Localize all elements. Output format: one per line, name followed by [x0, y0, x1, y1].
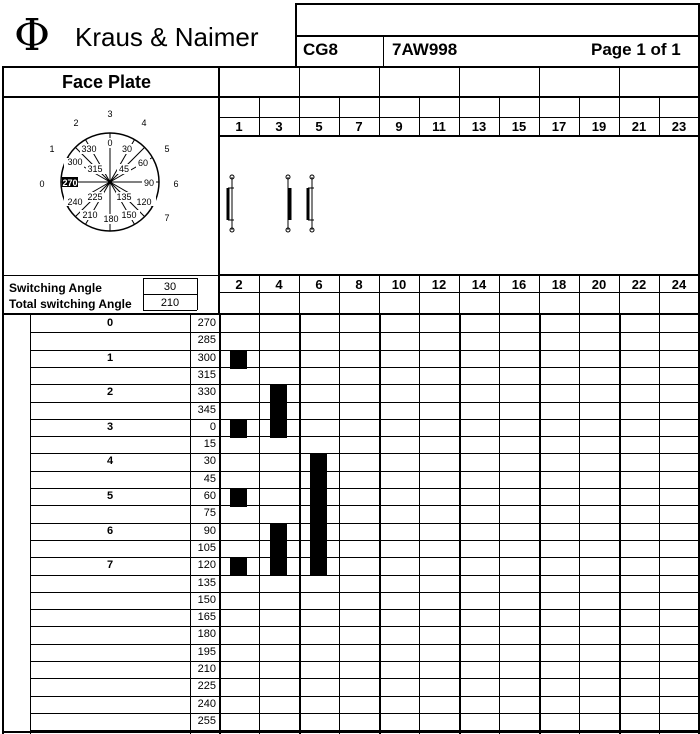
value-box	[143, 278, 197, 279]
column-line	[459, 315, 461, 734]
svg-text:240: 240	[67, 197, 83, 207]
total-switching-angle-label: Total switching Angle	[9, 297, 132, 311]
row-line	[30, 626, 700, 627]
angle-cell: 90	[203, 525, 216, 537]
header-line	[539, 66, 540, 96]
column-line	[219, 315, 221, 734]
row-line	[30, 471, 700, 472]
angle-cell: 120	[197, 559, 216, 571]
contact-terminal-bottom: 24	[671, 277, 687, 292]
closed-contact-mark	[230, 489, 247, 507]
svg-text:6: 6	[173, 179, 179, 189]
contact-terminal-bottom: 2	[235, 277, 243, 292]
header-line	[2, 66, 700, 68]
closed-contact-mark	[230, 558, 247, 576]
svg-text:7: 7	[164, 213, 170, 223]
switching-angle-label: Switching Angle	[9, 281, 102, 295]
svg-text:30: 30	[121, 144, 133, 154]
row-line	[30, 384, 700, 385]
angle-cell: 135	[197, 577, 216, 589]
svg-text:0: 0	[39, 179, 45, 189]
column-line	[299, 315, 301, 734]
header-line	[295, 3, 297, 67]
svg-text:150: 150	[121, 210, 137, 220]
row-line	[30, 696, 700, 697]
closed-contact-mark	[310, 524, 327, 542]
row-line	[30, 419, 700, 420]
angle-cell: 240	[197, 698, 216, 710]
svg-text:2: 2	[73, 118, 79, 128]
row-line	[30, 488, 700, 489]
position-cell: 1	[106, 352, 114, 364]
row-line	[30, 644, 700, 645]
angle-cell: 60	[203, 490, 216, 502]
svg-text:1: 1	[49, 144, 55, 154]
table-line	[30, 315, 31, 734]
row-line	[30, 575, 700, 576]
angle-cell: 330	[197, 386, 216, 398]
header-line	[379, 66, 380, 96]
svg-text:300: 300	[67, 157, 83, 167]
page-indicator: Page 1 of 1	[591, 40, 681, 59]
row-line	[30, 540, 700, 541]
contact-terminal-top: 15	[511, 119, 527, 134]
closed-contact-mark	[270, 420, 287, 438]
angle-cell: 0	[209, 421, 216, 433]
svg-text:180: 180	[103, 214, 119, 224]
angle-cell: 255	[197, 715, 216, 727]
column-line	[659, 315, 660, 734]
angle-cell: 195	[197, 646, 216, 658]
column-line	[419, 315, 420, 734]
svg-text:60: 60	[137, 158, 149, 168]
closed-contact-mark	[270, 524, 287, 542]
angle-cell: 165	[197, 611, 216, 623]
row-line	[30, 661, 700, 662]
row-line	[30, 367, 700, 368]
value-box	[197, 278, 198, 310]
contact-terminal-top: 23	[671, 119, 687, 134]
total-switching-angle-value: 210	[160, 297, 180, 309]
value-box	[143, 310, 197, 311]
column-line	[579, 315, 580, 734]
angle-cell: 300	[197, 352, 216, 364]
header-line	[219, 135, 700, 137]
contact-terminal-top: 21	[631, 119, 647, 134]
position-cell: 3	[106, 421, 114, 433]
switching-angle-value: 30	[163, 281, 177, 293]
contact-terminal-top: 13	[471, 119, 487, 134]
closed-contact-mark	[310, 472, 327, 490]
column-line	[339, 315, 340, 734]
closed-contact-mark	[270, 558, 287, 576]
angle-cell: 225	[197, 680, 216, 692]
svg-text:0: 0	[107, 138, 113, 148]
column-line	[619, 315, 621, 734]
header-line	[459, 66, 460, 96]
closed-contact-mark	[270, 385, 287, 403]
position-cell: 5	[106, 490, 114, 502]
svg-text:45: 45	[118, 164, 130, 174]
contact-terminal-top: 5	[315, 119, 323, 134]
svg-text:225: 225	[87, 192, 103, 202]
svg-text:330: 330	[81, 144, 97, 154]
column-line	[259, 315, 260, 734]
svg-text:270: 270	[62, 178, 78, 188]
program-code: 7AW998	[392, 40, 458, 59]
angle-cell: 345	[197, 404, 216, 416]
svg-text:4: 4	[141, 118, 147, 128]
header-line	[383, 35, 384, 67]
position-cell: 2	[106, 386, 114, 398]
company-name: Kraus & Naimer	[75, 22, 259, 52]
contact-terminal-top: 17	[551, 119, 567, 134]
column-line	[499, 315, 500, 734]
angle-cell: 105	[197, 542, 216, 554]
svg-text:3: 3	[107, 109, 113, 119]
face-plate-title: Face Plate	[62, 72, 152, 92]
closed-contact-mark	[230, 420, 247, 438]
model-number: CG8	[303, 40, 338, 59]
svg-text:120: 120	[136, 197, 152, 207]
svg-text:90: 90	[143, 178, 155, 188]
contact-terminal-bottom: 4	[275, 277, 283, 292]
angle-cell: 150	[197, 594, 216, 606]
contact-terminal-top: 3	[275, 119, 283, 134]
header-line	[619, 66, 620, 96]
contact-terminal-top: 7	[355, 119, 363, 134]
column-line	[379, 315, 381, 734]
value-box	[143, 278, 144, 310]
header-line	[299, 66, 300, 96]
svg-text:5: 5	[164, 144, 170, 154]
left-border	[2, 66, 4, 734]
angle-cell: 15	[203, 438, 216, 450]
angle-cell: 180	[197, 628, 216, 640]
header-line	[295, 3, 699, 5]
position-cell: 6	[106, 525, 114, 537]
contact-terminal-bottom: 16	[511, 277, 527, 292]
svg-text:315: 315	[87, 164, 103, 174]
contact-terminal-bottom: 8	[355, 277, 363, 292]
contact-terminal-top: 9	[395, 119, 403, 134]
contact-terminal-bottom: 10	[391, 277, 407, 292]
contact-terminal-bottom: 14	[471, 277, 487, 292]
header-line	[2, 96, 700, 98]
row-line	[30, 713, 700, 714]
table-top-border	[2, 313, 700, 315]
contact-terminal-bottom: 6	[315, 277, 323, 292]
row-line	[30, 609, 700, 610]
closed-contact-mark	[310, 506, 327, 524]
value-box	[143, 294, 197, 295]
closed-contact-mark	[230, 351, 247, 369]
svg-text:210: 210	[82, 210, 98, 220]
angle-cell: 285	[197, 334, 216, 346]
table-bottom-border	[2, 731, 700, 733]
closed-contact-mark	[310, 489, 327, 507]
angle-cell: 270	[197, 317, 216, 329]
closed-contact-mark	[310, 454, 327, 472]
row-line	[30, 402, 700, 403]
row-line	[30, 350, 700, 351]
position-cell: 4	[106, 455, 114, 467]
angle-cell: 30	[203, 455, 216, 467]
row-line	[30, 678, 700, 679]
angle-cell: 45	[203, 473, 216, 485]
closed-contact-mark	[270, 403, 287, 421]
contact-terminal-top: 1	[235, 119, 243, 134]
contact-terminal-top: 11	[432, 119, 446, 134]
contact-terminal-bottom: 20	[591, 277, 607, 292]
row-line	[30, 505, 700, 506]
contact-terminal-top: 19	[591, 119, 607, 134]
position-cell: 0	[106, 317, 114, 329]
angle-cell: 210	[197, 663, 216, 675]
row-line	[30, 332, 700, 333]
row-line	[30, 453, 700, 454]
header-line	[2, 275, 220, 276]
row-line	[30, 436, 700, 437]
svg-text:135: 135	[116, 192, 132, 202]
closed-contact-mark	[270, 541, 287, 559]
angle-cell: 315	[197, 369, 216, 381]
column-line	[539, 315, 541, 734]
row-line	[30, 592, 700, 593]
header-line	[295, 35, 699, 37]
contact-terminal-bottom: 22	[631, 277, 647, 292]
angle-cell: 75	[203, 507, 216, 519]
contact-terminal-bottom: 18	[551, 277, 567, 292]
closed-contact-mark	[310, 558, 327, 576]
row-line	[30, 557, 700, 558]
position-cell: 7	[106, 559, 114, 571]
closed-contact-mark	[310, 541, 327, 559]
row-line	[30, 523, 700, 524]
kraus-naimer-logo-symbol: Φ	[14, 10, 51, 61]
contact-terminal-bottom: 12	[431, 277, 447, 292]
